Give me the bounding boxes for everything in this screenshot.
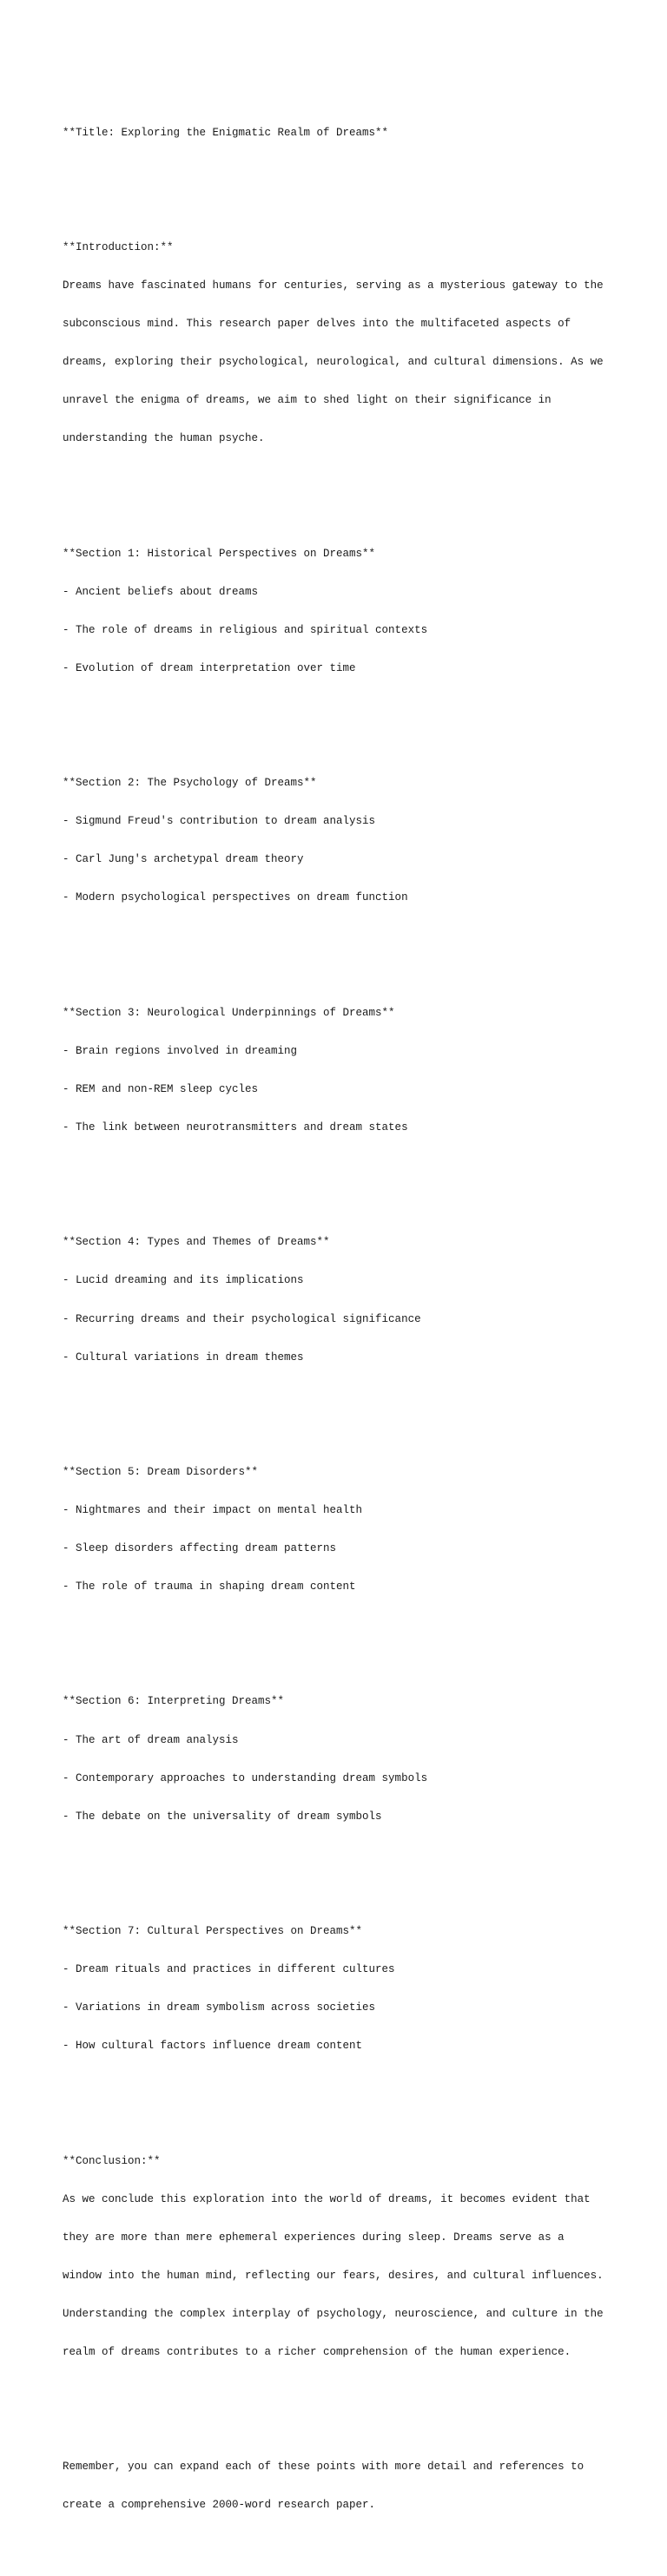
introduction-block — [63, 215, 618, 470]
list-item: - The link between neurotransmitters and dream states — [63, 1121, 408, 1134]
list-item: - Cultural variations in dream themes — [63, 1350, 304, 1364]
introduction-line: dreams, exploring their psychological, neurological, and cultural dimensions. As we — [63, 356, 604, 369]
introduction-line: unravel the enigma of dreams, we aim to shed light on their significance in — [63, 394, 551, 407]
list-item: - The role of trauma in shaping dream content — [63, 1580, 356, 1594]
conclusion-line: realm of dreams contributes to a richer comprehension of the human experience. — [63, 2346, 571, 2359]
section-5 — [63, 1440, 618, 1619]
introduction-line: understanding the human psyche. — [63, 432, 265, 445]
list-item: - Nightmares and their impact on mental health — [63, 1503, 363, 1516]
closing-note-block — [63, 2435, 618, 2538]
conclusion-heading: **Conclusion:** — [63, 2154, 161, 2167]
section-heading: **Section 6: Interpreting Dreams** — [63, 1695, 285, 1708]
title-block — [63, 101, 618, 165]
list-item: - Evolution of dream interpretation over time — [63, 661, 356, 674]
section-heading: **Section 4: Types and Themes of Dreams** — [63, 1236, 330, 1249]
section-6 — [63, 1670, 618, 1849]
list-item: - Carl Jung's archetypal dream theory — [63, 853, 304, 866]
list-item: - Sleep disorders affecting dream patterns — [63, 1542, 337, 1555]
list-item: - Contemporary approaches to understanding dream symbols — [63, 1771, 428, 1784]
list-item: - The role of dreams in religious and spiritual contexts — [63, 623, 428, 636]
introduction-line: Dreams have fascinated humans for centuries, serving as a mysterious gateway to the — [63, 279, 604, 292]
list-item: - Modern psychological perspectives on dream function — [63, 891, 408, 904]
list-item: - Dream rituals and practices in different cultures — [63, 1963, 395, 1976]
conclusion-line: As we conclude this exploration into the world of dreams, it becomes evident that — [63, 2192, 591, 2205]
document-page — [63, 62, 618, 2576]
section-4 — [63, 1211, 618, 1390]
section-heading: **Section 7: Cultural Perspectives on Dreams** — [63, 1925, 363, 1938]
introduction-heading: **Introduction:** — [63, 240, 174, 253]
section-7 — [63, 1900, 618, 2079]
introduction-line: subconscious mind. This research paper delves into the multifaceted aspects of — [63, 318, 571, 330]
list-item: - Ancient beliefs about dreams — [63, 585, 259, 598]
list-item: - How cultural factors influence dream content — [63, 2040, 363, 2053]
list-item: - Variations in dream symbolism across societies — [63, 2001, 376, 2014]
list-item: - The art of dream analysis — [63, 1733, 239, 1746]
list-item: - Recurring dreams and their psychological significance — [63, 1312, 421, 1325]
section-heading: **Section 5: Dream Disorders** — [63, 1465, 259, 1478]
conclusion-line: Understanding the complex interplay of psychology, neuroscience, and culture in the — [63, 2308, 604, 2320]
conclusion-line: they are more than mere ephemeral experiences during sleep. Dreams serve as a — [63, 2231, 565, 2244]
conclusion-line: window into the human mind, reflecting our fears, desires, and cultural influences. — [63, 2269, 604, 2282]
section-heading: **Section 2: The Psychology of Dreams** — [63, 777, 317, 790]
section-2 — [63, 752, 618, 930]
list-item: - The debate on the universality of dream symbols — [63, 1810, 382, 1823]
closing-note-line: create a comprehensive 2000-word research paper. — [63, 2499, 376, 2512]
section-heading: **Section 3: Neurological Underpinnings of Dreams** — [63, 1006, 395, 1019]
section-1 — [63, 522, 618, 700]
conclusion-block — [63, 2129, 618, 2384]
list-item: - Lucid dreaming and its implications — [63, 1274, 304, 1287]
list-item: - Sigmund Freud's contribution to dream analysis — [63, 815, 376, 828]
closing-note-line: Remember, you can expand each of these points with more detail and references to — [63, 2461, 584, 2474]
section-3 — [63, 981, 618, 1160]
document-title: **Title: Exploring the Enigmatic Realm of Dreams** — [63, 126, 389, 139]
section-heading: **Section 1: Historical Perspectives on Dreams** — [63, 547, 376, 560]
list-item: - Brain regions involved in dreaming — [63, 1044, 298, 1057]
list-item: - REM and non-REM sleep cycles — [63, 1082, 259, 1095]
